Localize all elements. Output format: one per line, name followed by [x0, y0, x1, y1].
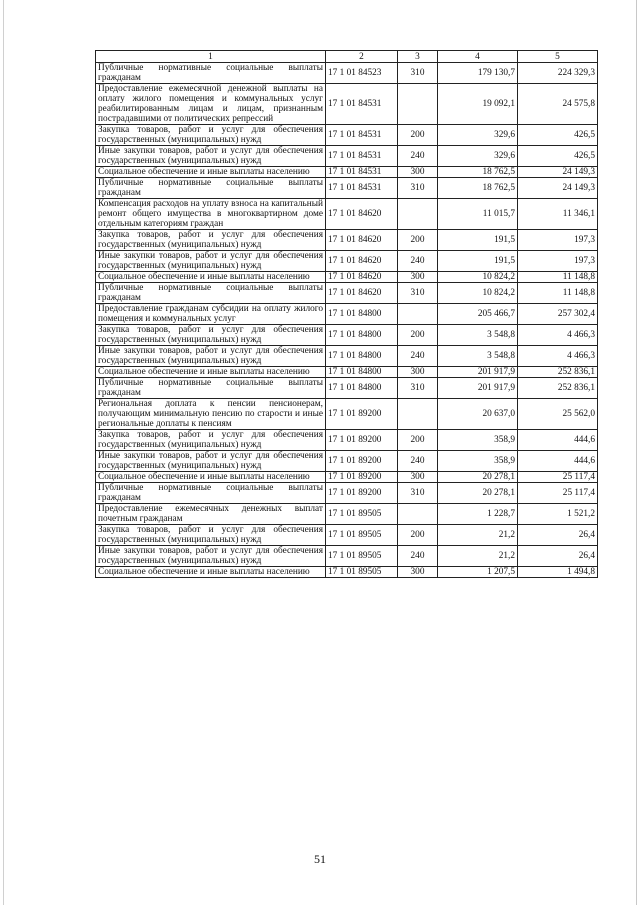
- table-row: [96, 272, 598, 283]
- row-value-col4-cell: 1 228,7: [438, 504, 518, 525]
- row-name-cell: Предоставление гражданам субсидии на оплату жилого помещения и коммунальных услуг: [96, 304, 326, 325]
- row-value-col5-cell: 25 117,4: [518, 472, 598, 483]
- row-value-col5-cell: 26,4: [518, 525, 598, 546]
- row-value-col4-cell: 329,6: [438, 146, 518, 167]
- row-kind-cell: 240: [398, 146, 438, 167]
- row-kind-cell: 240: [398, 346, 438, 367]
- row-name-cell: Иные закупки товаров, работ и услуг для обеспечения государственных (муниципальных) нужд: [96, 451, 326, 472]
- row-value-col5-cell: 257 302,4: [518, 304, 598, 325]
- row-value-col5-cell: 11 346,1: [518, 199, 598, 230]
- budget-table: [95, 50, 598, 578]
- row-value-col5-cell: 426,5: [518, 146, 598, 167]
- row-name-cell: Закупка товаров, работ и услуг для обеспечения государственных (муниципальных) нужд: [96, 525, 326, 546]
- row-kind-cell: 300: [398, 272, 438, 283]
- row-value-col4-cell: 3 548,8: [438, 325, 518, 346]
- table-row: [96, 251, 598, 272]
- scan-edge-left: [3, 0, 4, 905]
- row-kind-cell: 200: [398, 430, 438, 451]
- row-code-cell: 17 1 01 84800: [326, 367, 398, 378]
- row-name-cell: Иные закупки товаров, работ и услуг для обеспечения государственных (муниципальных) нужд: [96, 346, 326, 367]
- row-value-col5-cell: 444,6: [518, 451, 598, 472]
- row-kind-cell: 200: [398, 325, 438, 346]
- row-name-cell: Социальное обеспечение и иные выплаты населению: [96, 272, 326, 283]
- row-value-col5-cell: 24 575,8: [518, 84, 598, 125]
- table-row: [96, 546, 598, 567]
- table-row: [96, 430, 598, 451]
- row-value-col4-cell: 201 917,9: [438, 367, 518, 378]
- page-number: 51: [314, 852, 326, 866]
- table-row: [96, 146, 598, 167]
- row-value-col5-cell: 24 149,3: [518, 178, 598, 199]
- row-value-col5-cell: 252 836,1: [518, 367, 598, 378]
- row-kind-cell: 310: [398, 63, 438, 84]
- row-value-col5-cell: 25 562,0: [518, 399, 598, 430]
- table-row: [96, 378, 598, 399]
- row-name-cell: Предоставление ежемесячных денежных выплат почетным гражданам: [96, 504, 326, 525]
- row-value-col4-cell: 20 637,0: [438, 399, 518, 430]
- row-kind-cell: 240: [398, 451, 438, 472]
- row-code-cell: 17 1 01 84800: [326, 378, 398, 399]
- row-value-col5-cell: 197,3: [518, 251, 598, 272]
- row-value-col4-cell: 191,5: [438, 230, 518, 251]
- row-name-cell: Предоставление ежемесячной денежной выплаты на оплату жилого помещения и коммунальных услуг реабилитированным лицам и лицам, признанным пострадавшими от политических репрессий: [96, 84, 326, 125]
- table-row: [96, 504, 598, 525]
- row-value-col5-cell: 26,4: [518, 546, 598, 567]
- table-row: [96, 178, 598, 199]
- row-code-cell: 17 1 01 84531: [326, 146, 398, 167]
- table-row: [96, 325, 598, 346]
- row-value-col5-cell: 252 836,1: [518, 378, 598, 399]
- row-name-cell: Иные закупки товаров, работ и услуг для обеспечения государственных (муниципальных) нужд: [96, 546, 326, 567]
- row-value-col5-cell: 11 148,8: [518, 283, 598, 304]
- row-name-cell: Компенсация расходов на уплату взноса на капитальный ремонт общего имущества в многоквартирном доме отдельным категориям граждан: [96, 199, 326, 230]
- row-value-col5-cell: 4 466,3: [518, 346, 598, 367]
- row-value-col4-cell: 18 762,5: [438, 178, 518, 199]
- table-row: [96, 399, 598, 430]
- row-value-col4-cell: 179 130,7: [438, 63, 518, 84]
- row-name-cell: Социальное обеспечение и иные выплаты населению: [96, 167, 326, 178]
- row-value-col5-cell: 426,5: [518, 125, 598, 146]
- row-code-cell: 17 1 01 89200: [326, 399, 398, 430]
- row-value-col5-cell: 224 329,3: [518, 63, 598, 84]
- row-code-cell: 17 1 01 84531: [326, 84, 398, 125]
- row-code-cell: 17 1 01 84620: [326, 230, 398, 251]
- row-value-col5-cell: 197,3: [518, 230, 598, 251]
- row-kind-cell: 240: [398, 251, 438, 272]
- row-value-col4-cell: 191,5: [438, 251, 518, 272]
- row-name-cell: Социальное обеспечение и иные выплаты населению: [96, 472, 326, 483]
- header-col-1: 1: [96, 51, 326, 63]
- row-name-cell: Закупка товаров, работ и услуг для обеспечения государственных (муниципальных) нужд: [96, 430, 326, 451]
- row-code-cell: 17 1 01 84800: [326, 325, 398, 346]
- row-value-col4-cell: 329,6: [438, 125, 518, 146]
- row-kind-cell: 310: [398, 483, 438, 504]
- row-code-cell: 17 1 01 89200: [326, 483, 398, 504]
- row-code-cell: 17 1 01 89200: [326, 472, 398, 483]
- row-name-cell: Иные закупки товаров, работ и услуг для обеспечения государственных (муниципальных) нужд: [96, 251, 326, 272]
- row-code-cell: 17 1 01 89505: [326, 504, 398, 525]
- row-code-cell: 17 1 01 84531: [326, 125, 398, 146]
- row-value-col4-cell: 358,9: [438, 451, 518, 472]
- row-kind-cell: [398, 199, 438, 230]
- row-kind-cell: 200: [398, 525, 438, 546]
- row-name-cell: Публичные нормативные социальные выплаты гражданам: [96, 283, 326, 304]
- row-name-cell: Публичные нормативные социальные выплаты гражданам: [96, 178, 326, 199]
- row-value-col4-cell: 10 824,2: [438, 283, 518, 304]
- row-name-cell: Иные закупки товаров, работ и услуг для обеспечения государственных (муниципальных) нужд: [96, 146, 326, 167]
- header-col-2: 2: [326, 51, 398, 63]
- row-code-cell: 17 1 01 84800: [326, 304, 398, 325]
- row-value-col4-cell: 11 015,7: [438, 199, 518, 230]
- row-value-col4-cell: 18 762,5: [438, 167, 518, 178]
- table-row: [96, 472, 598, 483]
- row-value-col4-cell: 20 278,1: [438, 483, 518, 504]
- row-value-col5-cell: 1 494,8: [518, 567, 598, 578]
- row-code-cell: 17 1 01 84800: [326, 346, 398, 367]
- row-value-col4-cell: 21,2: [438, 525, 518, 546]
- row-kind-cell: [398, 84, 438, 125]
- table-row: [96, 63, 598, 84]
- row-code-cell: 17 1 01 89505: [326, 567, 398, 578]
- row-code-cell: 17 1 01 84620: [326, 251, 398, 272]
- header-row: [96, 51, 598, 63]
- row-code-cell: 17 1 01 84620: [326, 272, 398, 283]
- row-value-col5-cell: 11 148,8: [518, 272, 598, 283]
- row-name-cell: Закупка товаров, работ и услуг для обеспечения государственных (муниципальных) нужд: [96, 325, 326, 346]
- header-col-5: 5: [518, 51, 598, 63]
- row-name-cell: Закупка товаров, работ и услуг для обеспечения государственных (муниципальных) нужд: [96, 230, 326, 251]
- row-kind-cell: 300: [398, 167, 438, 178]
- row-value-col5-cell: 25 117,4: [518, 483, 598, 504]
- table-row: [96, 525, 598, 546]
- row-code-cell: 17 1 01 89200: [326, 451, 398, 472]
- table-body: [96, 63, 598, 578]
- row-kind-cell: [398, 399, 438, 430]
- row-kind-cell: 200: [398, 125, 438, 146]
- row-kind-cell: [398, 304, 438, 325]
- row-name-cell: Закупка товаров, работ и услуг для обеспечения государственных (муниципальных) нужд: [96, 125, 326, 146]
- table-header: [96, 51, 598, 63]
- table-row: [96, 125, 598, 146]
- row-value-col4-cell: 3 548,8: [438, 346, 518, 367]
- row-value-col5-cell: 24 149,3: [518, 167, 598, 178]
- row-value-col4-cell: 21,2: [438, 546, 518, 567]
- header-col-3: 3: [398, 51, 438, 63]
- row-kind-cell: 200: [398, 230, 438, 251]
- row-kind-cell: 300: [398, 567, 438, 578]
- row-code-cell: 17 1 01 84523: [326, 63, 398, 84]
- row-value-col4-cell: 201 917,9: [438, 378, 518, 399]
- row-code-cell: 17 1 01 89200: [326, 430, 398, 451]
- table-row: [96, 283, 598, 304]
- row-kind-cell: 310: [398, 178, 438, 199]
- row-kind-cell: 300: [398, 472, 438, 483]
- scan-edge-right: [636, 0, 637, 905]
- row-name-cell: Региональная доплата к пенсии пенсионерам, получающим минимальную пенсию по старости и иные региональные доплаты к пенсиям: [96, 399, 326, 430]
- row-kind-cell: 310: [398, 378, 438, 399]
- table-row: [96, 451, 598, 472]
- row-name-cell: Публичные нормативные социальные выплаты гражданам: [96, 378, 326, 399]
- table-row: [96, 167, 598, 178]
- table-row: [96, 230, 598, 251]
- row-value-col4-cell: 19 092,1: [438, 84, 518, 125]
- table-row: [96, 483, 598, 504]
- row-kind-cell: 310: [398, 283, 438, 304]
- header-col-4: 4: [438, 51, 518, 63]
- row-code-cell: 17 1 01 84531: [326, 167, 398, 178]
- row-code-cell: 17 1 01 84531: [326, 178, 398, 199]
- table-row: [96, 84, 598, 125]
- table-row: [96, 304, 598, 325]
- row-value-col5-cell: 444,6: [518, 430, 598, 451]
- table-row: [96, 199, 598, 230]
- row-name-cell: Социальное обеспечение и иные выплаты населению: [96, 567, 326, 578]
- row-code-cell: 17 1 01 89505: [326, 525, 398, 546]
- row-value-col4-cell: 205 466,7: [438, 304, 518, 325]
- row-name-cell: Публичные нормативные социальные выплаты гражданам: [96, 63, 326, 84]
- table-row: [96, 567, 598, 578]
- row-name-cell: Публичные нормативные социальные выплаты гражданам: [96, 483, 326, 504]
- row-kind-cell: 300: [398, 367, 438, 378]
- row-value-col4-cell: 20 278,1: [438, 472, 518, 483]
- table-row: [96, 346, 598, 367]
- row-value-col5-cell: 1 521,2: [518, 504, 598, 525]
- row-value-col4-cell: 1 207,5: [438, 567, 518, 578]
- row-value-col4-cell: 10 824,2: [438, 272, 518, 283]
- row-code-cell: 17 1 01 89505: [326, 546, 398, 567]
- row-value-col5-cell: 4 466,3: [518, 325, 598, 346]
- table-row: [96, 367, 598, 378]
- row-name-cell: Социальное обеспечение и иные выплаты населению: [96, 367, 326, 378]
- row-code-cell: 17 1 01 84620: [326, 283, 398, 304]
- row-kind-cell: [398, 504, 438, 525]
- row-value-col4-cell: 358,9: [438, 430, 518, 451]
- row-kind-cell: 240: [398, 546, 438, 567]
- row-code-cell: 17 1 01 84620: [326, 199, 398, 230]
